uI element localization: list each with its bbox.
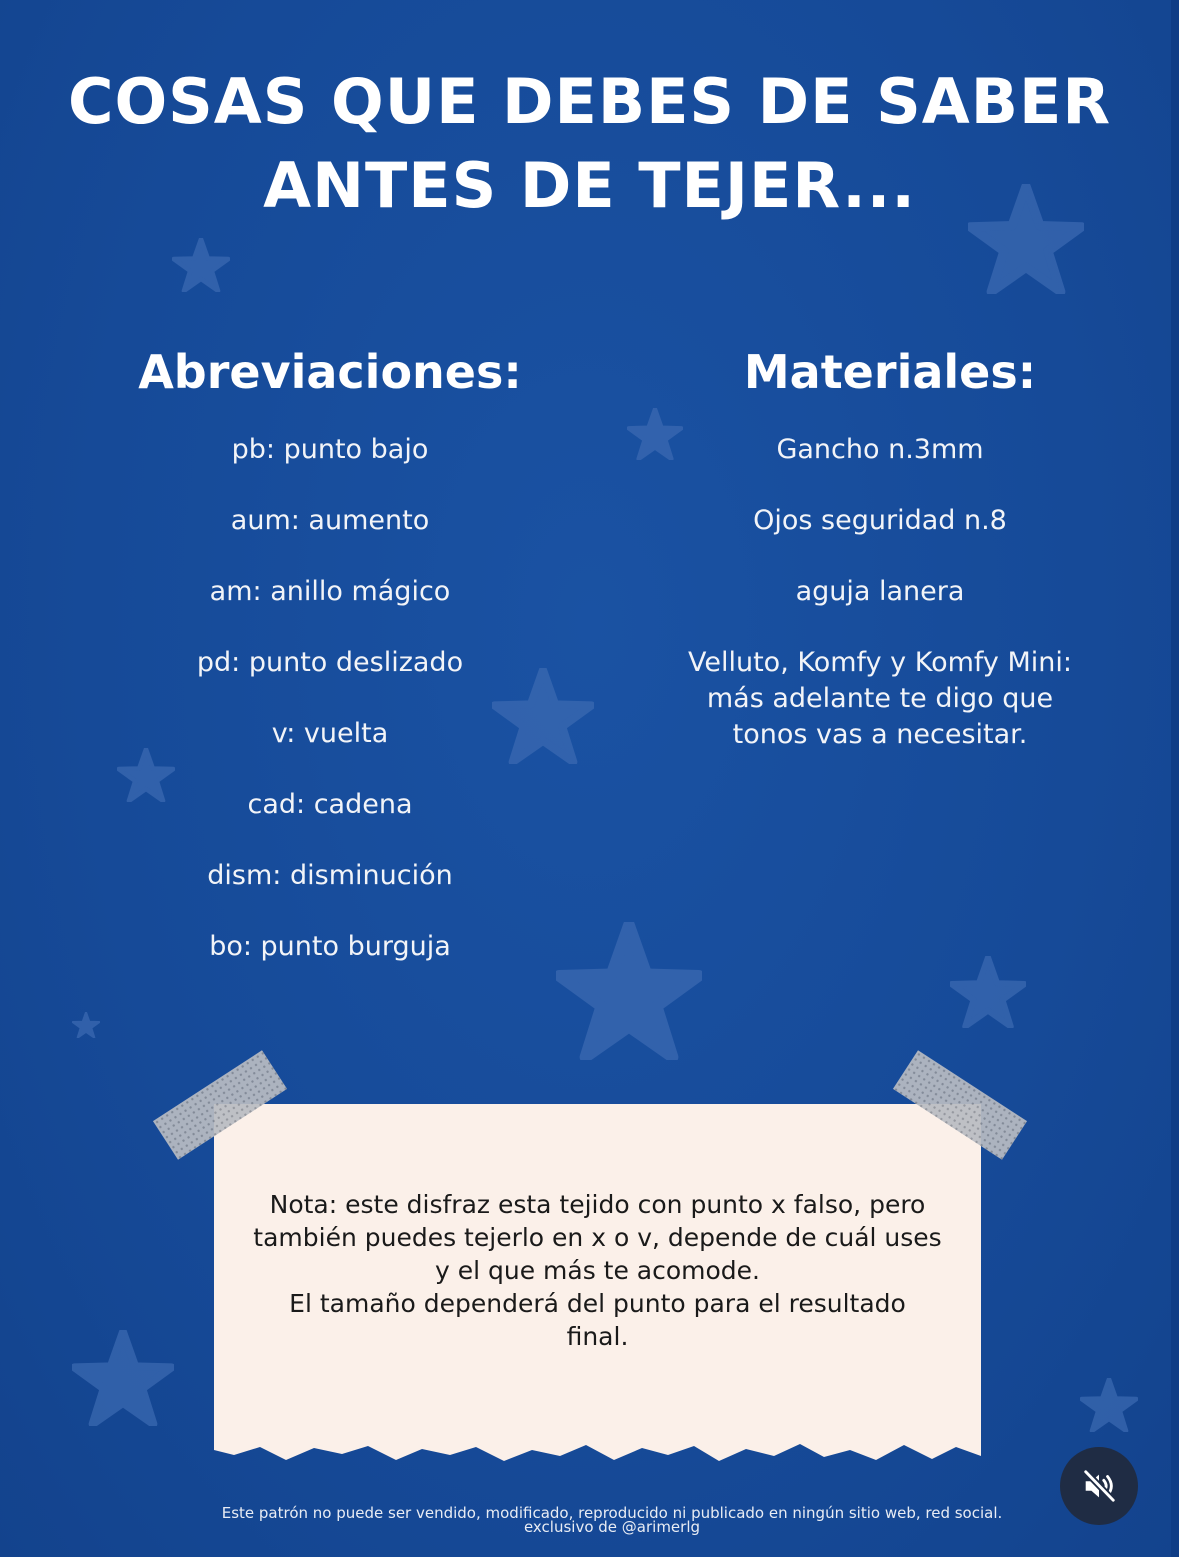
note-line: Nota: este disfraz esta tejido con punto x falso, pero (269, 1190, 926, 1219)
page-title (0, 60, 1179, 228)
note-line: El tamaño dependerá del punto para el resultado (289, 1289, 906, 1318)
footer-line-1: Este patrón no puede ser vendido, modificado, reproducido ni publicado en ningún sitio web, red social. (221, 1504, 1003, 1522)
star-decoration-icon (172, 238, 230, 292)
abbreviation-item: pb: punto bajo (231, 434, 429, 465)
star-decoration-icon (72, 1012, 100, 1038)
material-item: aguja lanera (795, 576, 965, 607)
title-line-2: ANTES DE TEJER... (263, 149, 916, 222)
note-line: y el que más te acomode. (434, 1256, 761, 1285)
star-decoration-icon (556, 922, 702, 1060)
note-text (234, 1188, 961, 1353)
material-item-yarn-line-2: más adelante te digo que (706, 683, 1054, 714)
copyright-footer (0, 1506, 1179, 1534)
note-line: final. (566, 1322, 629, 1351)
material-item-yarn-line-3: tonos vas a necesitar. (732, 719, 1028, 750)
mute-button[interactable] (1060, 1447, 1138, 1525)
star-decoration-icon (72, 1330, 174, 1426)
note-card (214, 1104, 981, 1474)
footer-line-2: exclusivo de @arimerlg (523, 1518, 701, 1536)
abbreviation-item: bo: punto burguja (209, 931, 451, 962)
star-decoration-icon (950, 956, 1026, 1028)
abbreviation-item: pd: punto deslizado (196, 647, 464, 678)
edge-strip (1171, 0, 1179, 1557)
speaker-muted-icon (1080, 1467, 1118, 1505)
material-item: Ojos seguridad n.8 (753, 505, 1007, 536)
material-item: Gancho n.3mm (776, 434, 984, 465)
material-item-yarn-line-1: Velluto, Komfy y Komfy Mini: (688, 647, 1072, 678)
abbreviation-item: dism: disminución (207, 860, 453, 891)
abbreviation-item: cad: cadena (247, 789, 413, 820)
materials-heading: Materiales: (743, 345, 1037, 399)
abbreviation-item: aum: aumento (230, 505, 430, 536)
note-line: también puedes tejerlo en x o v, depende de cuál uses (253, 1223, 942, 1252)
title-line-1: COSAS QUE DEBES DE SABER (67, 65, 1112, 138)
abbreviation-item: am: anillo mágico (209, 576, 451, 607)
abbreviation-item: v: vuelta (271, 718, 389, 749)
star-decoration-icon (1080, 1378, 1138, 1432)
abbreviations-heading: Abreviaciones: (138, 345, 522, 399)
